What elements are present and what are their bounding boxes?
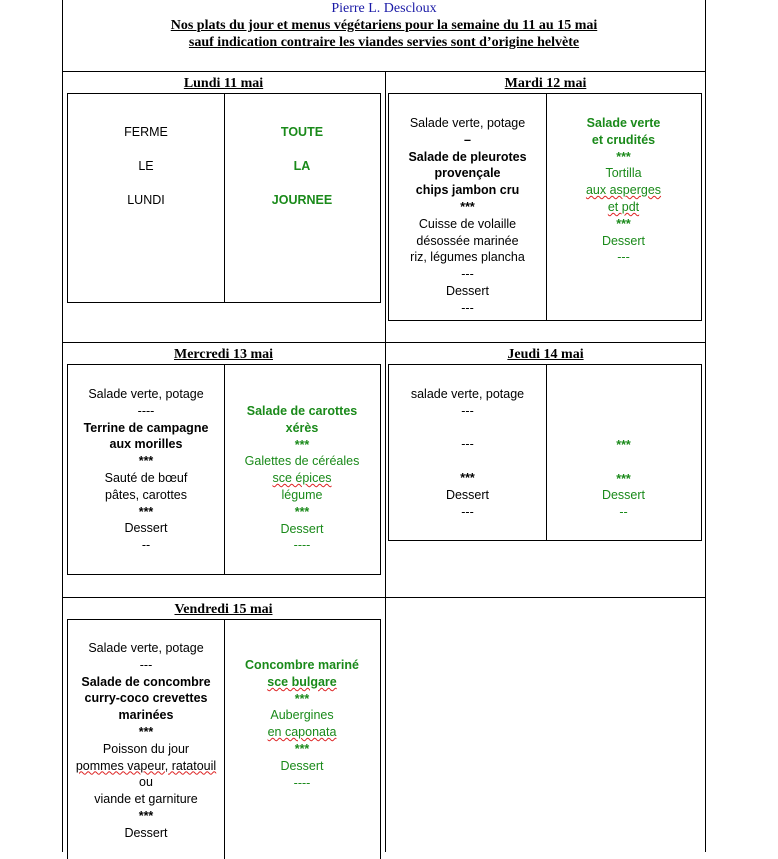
menu-line: chips jambon cru [415, 183, 520, 198]
menu-line: ---- [137, 403, 155, 418]
menu-line: *** [616, 149, 631, 164]
menu-line: Terrine de campagne [83, 420, 209, 435]
menu-line: *** [294, 691, 310, 706]
menu-line: – [464, 132, 471, 147]
menu-line: LE [138, 159, 154, 173]
menu-line: aux asperges [585, 183, 662, 198]
menu-line: FERME [124, 125, 168, 139]
day-title-vendredi: Vendredi 15 mai [174, 602, 273, 617]
menu-line: *** [616, 471, 631, 486]
day-title-mercredi: Mercredi 13 mai [173, 347, 273, 362]
menu-line: Dessert [124, 521, 168, 536]
menu-line: Salade de concombre [81, 674, 211, 689]
menu-line: Cuisse de volaille [418, 216, 517, 231]
menu-line: Galettes de céréales [244, 454, 360, 469]
menu-line: *** [460, 470, 475, 485]
menu-line: --- [461, 504, 474, 519]
day-title-mardi: Mardi 12 mai [504, 76, 587, 91]
menu-line: Dessert [601, 233, 646, 248]
menu-line: *** [616, 216, 631, 231]
menu-line: *** [294, 504, 310, 519]
menu-line: riz, légumes plancha [410, 250, 525, 265]
menu-line: Dessert [445, 487, 490, 502]
menu-line: Salade verte, potage [409, 116, 526, 130]
menu-line: ---- [293, 775, 311, 790]
menu-line: --- [461, 300, 474, 315]
menu-lundi-left [68, 115, 224, 217]
author-name: Pierre L. Descloux [331, 1, 437, 16]
menu-line: *** [294, 741, 310, 756]
menu-line: et crudités [591, 132, 656, 147]
menu-line: *** [616, 438, 631, 452]
day-title-jeudi: Jeudi 14 mai [507, 347, 584, 362]
menu-line: --- [461, 267, 474, 282]
menu-line: légume [281, 487, 323, 502]
menu-box-jeudi [388, 364, 702, 541]
menu-box-mercredi [67, 364, 381, 575]
menu-line: Salade verte, potage [88, 641, 204, 655]
menu-line: *** [138, 808, 154, 823]
menu-jeudi-right [546, 437, 701, 521]
menu-box-lundi [67, 93, 381, 303]
menu-line: Salade de pleurotes [408, 149, 527, 164]
menu-line: pommes vapeur, ratatouil [75, 758, 217, 773]
menu-line: salade verte, potage [410, 387, 525, 401]
grid-line [385, 71, 386, 852]
menu-mardi-left [389, 115, 546, 317]
menu-line: LA [293, 159, 311, 173]
menu-lundi-right [224, 115, 380, 217]
menu-line: provençale [434, 166, 501, 181]
menu-line: sce épices [272, 471, 332, 486]
menu-line: --- [461, 403, 474, 418]
day-title-lundi: Lundi 11 mai [183, 76, 264, 91]
menu-line: et pdt [607, 199, 640, 214]
title-line-1: Nos plats du jour et menus végétariens pour la semaine du 11 au 15 mai [170, 18, 598, 33]
menu-line: pâtes, carottes [105, 487, 187, 502]
menu-mercredi-right [224, 403, 380, 554]
menu-line: --- [139, 657, 153, 672]
menu-vendredi-right [224, 657, 380, 791]
grid-line [62, 597, 706, 598]
menu-line: désossée marinée [416, 233, 519, 248]
menu-line: *** [138, 454, 154, 469]
menu-mercredi-left [68, 386, 224, 554]
menu-line: -- [141, 538, 151, 553]
menu-line: ou [139, 775, 153, 790]
menu-line: LUNDI [127, 193, 165, 207]
document-header [62, 0, 706, 51]
menu-line: xérès [285, 420, 319, 435]
menu-line: marinées [118, 708, 174, 723]
menu-line: Aubergines [270, 708, 334, 723]
menu-line: en caponata [267, 725, 337, 740]
menu-line: aux morilles [109, 437, 183, 452]
title-line-2: sauf indication contraire les viandes servies sont d’origine helvète [188, 35, 580, 50]
menu-line: viande et garniture [94, 792, 198, 807]
menu-line: Dessert [124, 825, 168, 840]
menu-line: *** [460, 199, 475, 214]
menu-box-mardi [388, 93, 702, 321]
menu-line: Dessert [445, 283, 490, 298]
menu-line: sce bulgare [267, 674, 337, 689]
grid-line [62, 71, 706, 72]
menu-line: *** [138, 504, 154, 519]
menu-line: Salade verte, potage [88, 387, 204, 401]
menu-line: *** [138, 724, 154, 739]
menu-mardi-right [546, 115, 701, 266]
menu-line: Dessert [280, 758, 324, 773]
menu-jeudi-left [389, 386, 546, 520]
menu-line: TOUTE [280, 125, 324, 139]
menu-line: Tortilla [605, 166, 642, 181]
menu-line: Salade de carottes [246, 404, 358, 418]
menu-line: Poisson du jour [102, 741, 190, 756]
menu-box-vendredi [67, 619, 381, 859]
menu-line: JOURNEE [271, 193, 333, 207]
menu-line: Dessert [280, 521, 324, 536]
menu-line: *** [294, 437, 310, 452]
menu-line: Concombre mariné [245, 658, 359, 672]
menu-line: Salade verte [586, 116, 661, 130]
menu-line: curry-coco crevettes [84, 691, 208, 706]
grid-line [62, 342, 706, 343]
menu-line: ---- [293, 538, 311, 553]
menu-line: --- [461, 437, 474, 452]
menu-line: --- [617, 250, 630, 265]
menu-line: -- [619, 505, 628, 520]
menu-vendredi-left [68, 640, 224, 842]
menu-line: Sauté de bœuf [104, 470, 188, 485]
menu-line: Dessert [601, 488, 646, 503]
